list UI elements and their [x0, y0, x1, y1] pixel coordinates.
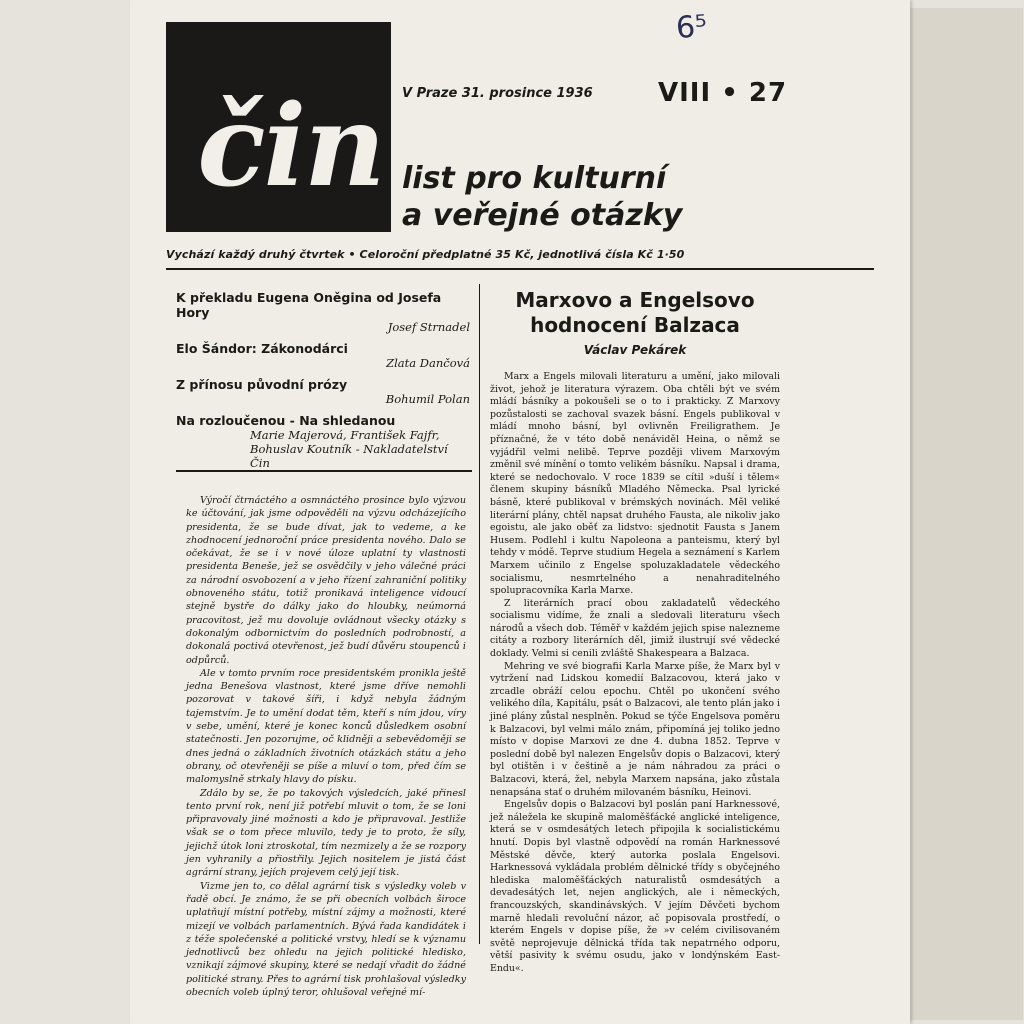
toc-item [176, 413, 476, 470]
editorial-paragraph: Ale v tomto prvním roce presidentském pronikla ještě jedna Benešova vlastnost, které jsme dříve nemohli pozorovat v takové šíři, i když nebyla žádným tajemstvím. Je to umění dodat těm, kteří s ním jdou, víry v sebe, umění, které je konec konců důsledkem osobní statečnosti. Jen pozorujme, oč klidněji a sebevědoměji se dnes jedná o základních životních otázkách státu a jeho obrany, oč otevřeněji se píše a mluví o tom, před čím se malomyslně strkaly hlavy do písku. [186, 667, 466, 786]
article-title-line-1: Marxovo a Engelsovo [515, 288, 755, 312]
toc-item [176, 341, 476, 371]
toc-title: Elo Šándor: Zákonodárci [176, 341, 348, 356]
article-paragraph: Engelsův dopis o Balzacovi byl poslán paní Harknessové, jež náležela ke skupině maloměšťácké anglické inteligence, která se v osmdesátých letech připojila k socialistickému hnutí. Dopis byl vlastně odpovědí na román Harknessové Městské děvče, který autorka poslala Engelsovi. Harknessová vykládala problém dělnické třídy s obyčejného hlediska maloměšťáckých naturalistů osmdesátých a devadesátých let, nejen anglických, ale i německých, francouzských, skandinávských. V jejím Děvčeti bychom marně hledali revoluční názor, ač popisovala prostředí, o kterém Engels v dopise píše, že »v celém civilisovaném světě neprojevuje dělnická třída tak nepatrného odporu, větší pasivity k svému osudu, jako v londýnském East-Endu«. [490, 799, 780, 974]
toc-author: Zlata Dančová [386, 356, 470, 370]
article-title [490, 288, 780, 338]
issue-number: VIII • 27 [658, 78, 788, 108]
editorial-paragraph: Výročí čtrnáctého a osmnáctého prosince bylo výzvou ke účtování, jak jsme odpověděli na výzvu odcházejícího presidenta, že se bude dívat, jak to vedeme, a ke zhodnocení jednoroční práce presidenta nového. Dalo se očekávat, že se i v nové úloze uplatní ty vlastnosti presidenta Beneše, jež se osvědčily v jeho válečné práci za národní osvobození a v jeho řízení zahraniční politiky obnoveného státu, totiž pronikavá inteligence vidoucí stejně bystře do dálky jako do hloubky, neúmorná pracovitost, jež mu dovoluje ovládnout všecky otázky s dokonalým odbornictvím do posledních podrobností, a dokonalá poctivá otevřenost, jež budí důvěru stoupenců i odpůrců. [186, 495, 466, 666]
logo-text: čin [197, 80, 384, 212]
subtitle-line-1: list pro kulturní [402, 161, 667, 196]
masthead-subtitle [402, 160, 682, 234]
article-author: Václav Pekárek [583, 343, 687, 357]
masthead-logo [166, 22, 391, 232]
subtitle-line-2: a veřejné otázky [402, 198, 683, 233]
toc-author: Josef Strnadel [387, 320, 470, 334]
header-rule [166, 268, 874, 270]
toc-title: Z přínosu původní prózy [176, 377, 348, 392]
dateline: V Praze 31. prosince 1936 [402, 86, 593, 101]
handwritten-note: 6⁵ [674, 8, 709, 47]
editorial-column [186, 494, 466, 999]
article-paragraph: Z literárních prací obou zakladatelů vědeckého socialismu vidíme, že znali a sledovali literaturu všech národů a všech dob. Téměř v každém jejich spise nalezneme citáty a rozbory literárních děl, jimiž ilustrují své vědecké doklady. Velmi si cenili zvláště Shakespeara a Balzaca. [490, 597, 780, 660]
subscription-info: Vychází každý druhý čtvrtek • Celoroční předplatné 35 Kč, jednotlivá čísla Kč 1·50 [166, 248, 685, 261]
article-title-line-2: hodnocení Balzaca [530, 313, 740, 337]
toc-author: Marie Majerová, František Fajfr, Bohuslav Koutník - Nakladatelství Čin [250, 428, 448, 470]
editorial-paragraph: Zdálo by se, že po takových výsledcích, jaké přinesl tento první rok, není již potřebí mluvit o tom, že se loni připravovaly jiné možnosti a kdo je připravoval. Jestliže však se o tom přece mluvilo, tedy je to proto, že síly, jejichž útok loni ztroskotal, tím nezmizely a že se rozpory jen vyhranily a přiostřily. Jejich nositelem je jistá část agrární strany, jejích projevem celý její tisk. [186, 787, 466, 879]
editorial-paragraph: Vizme jen to, co dělal agrární tisk s výsledky voleb v řadě obcí. Je známo, že se při obecních volbách široce uplatňují místní potřeby, místní zájmy a možnosti, které mizejí ve volbách parlamentních. Bývá řada kandidátek i z téže společenské a politické vrstvy, hledí se k významu jednotlivců bez ohledu na jejich politické hledisko, vznikají zájmové skupiny, které se nedají vřadit do žádné politické strany. Přes to agrární tisk prohlašoval výsledky obecních voleb úplný teror, ohlušoval veřejné mí- [186, 880, 466, 998]
toc-rule [176, 470, 472, 472]
toc-item [176, 377, 476, 407]
article-paragraph: Mehring ve své biografii Karla Marxe píše, že Marx byl v vytržení nad Lidskou komedií Balzacovou, která jako v zrcadle obráží celou epochu. Chtěl po ukončení svého velikého díla, Kapitálu, psát o Balzacovi, ale tento plán jako i jiné plány zůstal nesplněn. Pokud se týče Engelsova poměru k Balzacovi, byl velmi málo znám, připomíná jej toliko jedno místo v dopise Marxovi ze dne 4. dubna 1852. Teprve v poslední době byl nalezen Engelsův dopis o Balzacovi, který byl otištěn i v češtině a je nám náhradou za práci o Balzacovi, která, žel, nebyla Marxem napsána, jako zůstala nenapsána stať o druhém milovaném básníku, Heinovi. [490, 660, 780, 798]
column-divider [479, 284, 480, 944]
toc-title: K překladu Eugena Oněgina od Josefa Hory [176, 290, 442, 320]
article-body [490, 371, 780, 976]
newspaper-page [130, 0, 910, 1024]
underlying-page [900, 8, 1023, 1020]
toc-title: Na rozloučenou - Na shledanou [176, 413, 396, 428]
article-paragraph: Marx a Engels milovali literaturu a umění, jako milovali život, jehož je literatura výrazem. Oba chtěli být ve svém mládí básníky a pokoušeli se o to i prakticky. Z Marxovy pozůstalosti se zachoval svazek básní. Engels publikoval v mládí mnoho básní, byl ovlivněn Freiligrathem. Je příznačné, že v této době nenáviděl Heina, o němž se vyjádřil velmi nelibě. Teprve později vlivem Marxovým změnil své mínění o tomto velikém básníku. Napsal i drama, které se nedochovalo. V roce 1839 se cítil »duší i tělem« členem skupiny básníků Mladého Německa. Psal lyrické básně, které publikoval v brémských novinách. Měl veliké literární plány, chtěl napsat druhého Fausta, ale nikoliv jako egoistu, ale jako oběť za lidstvo: sjednotit Fausta s Janem Husem. Podlehl i kultu Napoleona a panteismu, který byl tehdy v módě. Teprve studium Hegela a seznámení s Karlem Marxem učinilo z Engelse spoluzakladatele vědeckého socialismu, nesmrtelného a nenahraditelného spolupracovníka Karla Marxe. [490, 371, 780, 597]
article [490, 288, 780, 976]
toc-author: Bohumil Polan [385, 392, 470, 406]
toc-item [176, 290, 476, 335]
table-of-contents [176, 290, 476, 476]
